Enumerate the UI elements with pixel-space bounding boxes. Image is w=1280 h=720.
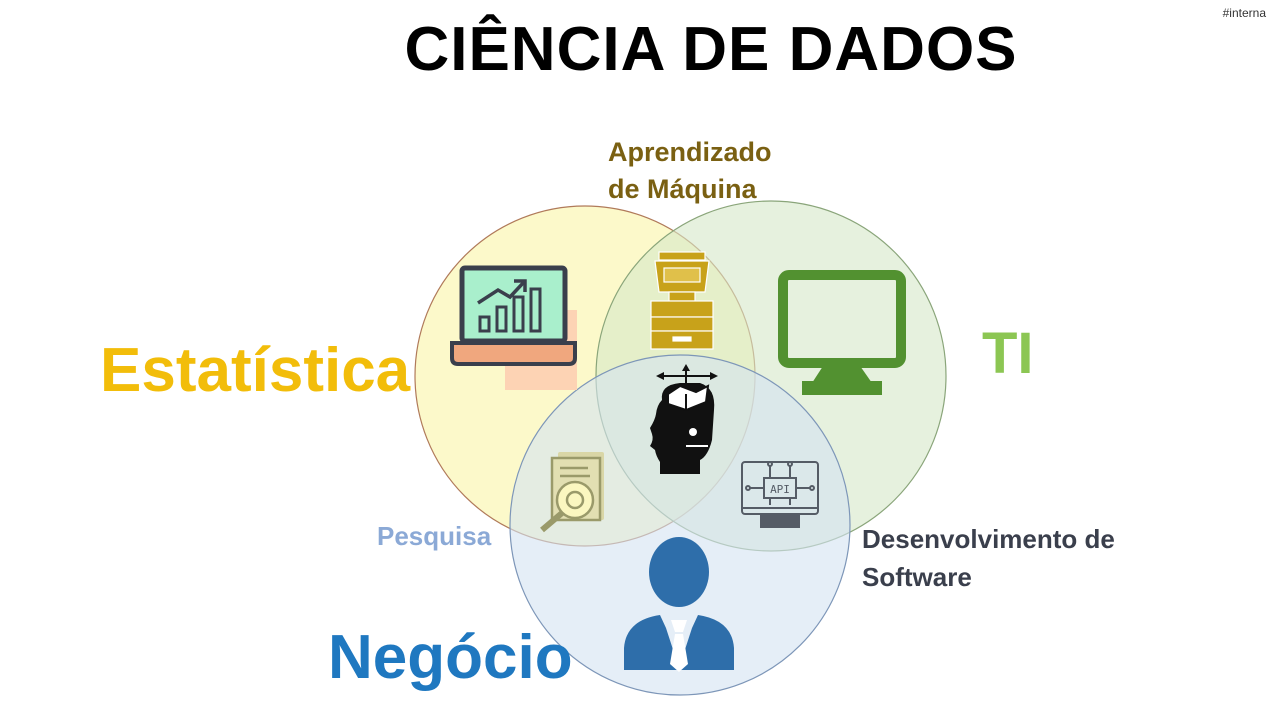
machine-learning-line2: de Máquina bbox=[608, 174, 757, 204]
research-label: Pesquisa bbox=[377, 521, 492, 551]
machine-icon bbox=[651, 252, 713, 349]
classification-tag: #interna bbox=[1222, 6, 1266, 20]
machine-learning-label bbox=[608, 134, 772, 208]
it-label: TI bbox=[982, 321, 1034, 386]
software-dev-line1: Desenvolvimento de bbox=[862, 524, 1115, 554]
machine-learning-line1: Aprendizado bbox=[608, 137, 772, 167]
software-dev-label bbox=[862, 520, 1115, 596]
business-label: Negócio bbox=[328, 623, 573, 692]
slide-title: CIÊNCIA DE DADOS bbox=[404, 15, 1018, 84]
document-search-icon bbox=[542, 452, 604, 530]
software-dev-line2: Software bbox=[862, 562, 972, 592]
statistics-label: Estatística bbox=[100, 336, 411, 405]
svg-text:API: API bbox=[770, 483, 790, 496]
